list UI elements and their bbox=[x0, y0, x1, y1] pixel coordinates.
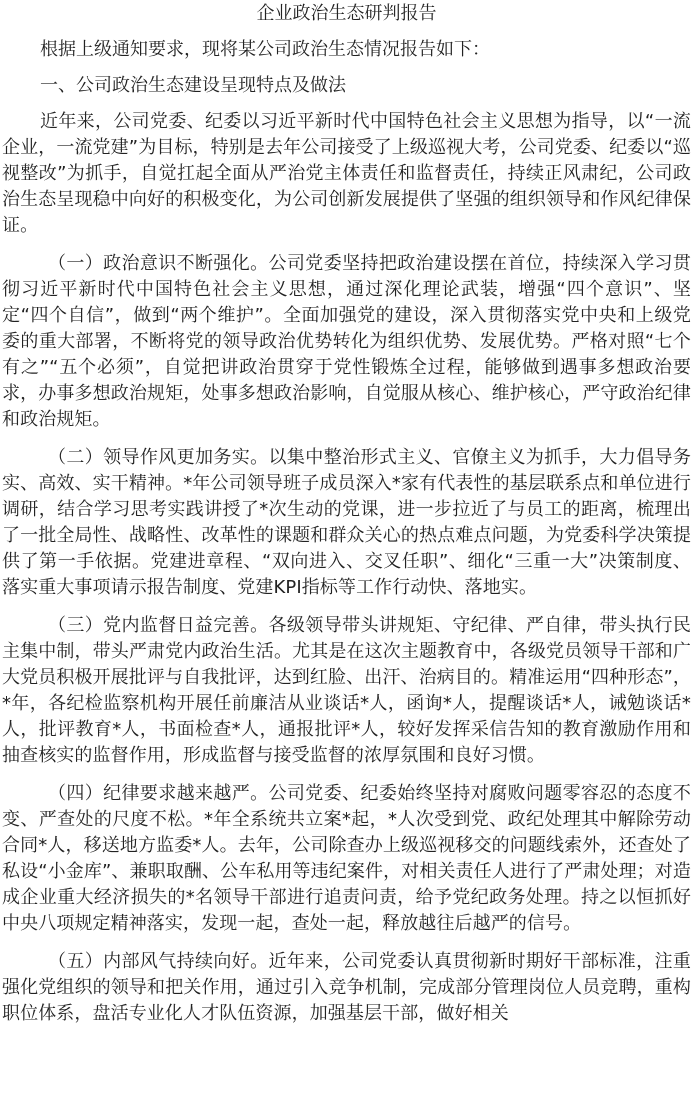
paragraph-internal-atmosphere: （五）内部风气持续向好。近年来，公司党委认真贯彻新时期好干部标准，注重强化党组织的领导和把关作用，通过引入竞争机制，完成部分管理岗位人员竞聘，重构职位体系，盘活专业化人才队伍资源，加强基层干部，做好相关 bbox=[2, 951, 691, 1024]
intro-paragraph: 根据上级通知要求，现将某公司政治生态情况报告如下： bbox=[40, 39, 490, 60]
paragraph-discipline: （四）纪律要求越来越严。公司党委、纪委始终坚持对腐败问题零容忍的态度不变、严查处的尺度不松。*年全系统共立案*起，*人次受到党、政纪处理其中解除劳动合同*人，移送地方监委*人。去年，公司除查办上级巡视移交的问题线索外，还查处了私设“小金库”、兼职取酬、公车私用等违纪案件，对相关责任人进行了严肃处理；对造成企业重大经济损失的*名领导干部进行追责问责，给予党纪政务处理。持之以恒抓好中央八项规定精神落实，发现一起，查处一起，释放越往后越严的信号。 bbox=[2, 783, 691, 934]
paragraph-political-awareness: （一）政治意识不断强化。公司党委坚持把政治建设摆在首位，持续深入学习贯彻习近平新时代中国特色社会主义思想，通过深化理论武装，增强“四个意识”、坚定“四个自信”，做到“两个维护”。全面加强党的建设，深入贯彻落实党中央和上级党委的重大部署，不断将党的领导政治优势转化为组织优势、发展优势。严格对照“七个有之”“五个必须”，自觉把讲政治贯穿于党性锻炼全过程，能够做到遇事多想政治要求，办事多想政治规矩，处事多想政治影响，自觉服从核心、维护核心，严守政治纪律和政治规矩。 bbox=[2, 253, 691, 430]
document-title: 企业政治生态研判报告 bbox=[256, 3, 437, 24]
paragraph-internal-supervision: （三）党内监督日益完善。各级领导带头讲规矩、守纪律、严自律，带头执行民主集中制，带头严肃党内政治生活。尤其是在这次主题教育中，各级党员领导干部和广大党员积极开展批评与自我批评，达到红脸、出汗、治病目的。精准运用“四种形态”，*年，各纪检监察机构开展任前廉洁从业谈话*人，函询*人，提醒谈话*人，诫勉谈话*人，批评教育*人，书面检查*人，通报批评*人，较好发挥采信告知的教育激励作用和抽查核实的监督作用，形成监督与接受监督的浓厚氛围和良好习惯。 bbox=[2, 615, 691, 766]
paragraph-leadership-style: （二）领导作风更加务实。以集中整治形式主义、官僚主义为抓手，大力倡导务实、高效、实干精神。*年公司领导班子成员深入*家有代表性的基层联系点和单位进行调研，结合学习思考实践讲授了*次生动的党课，进一步拉近了与员工的距离，梳理出了一批全局性、战略性、改革性的课题和群众关心的热点难点问题，为党委科学决策提供了第一手依据。党建进章程、“双向进入、交叉任职”、细化“三重一大”决策制度、落实重大事项请示报告制度、党建KPI指标等工作行动快、落地实。 bbox=[2, 447, 691, 598]
section-heading-1: 一、公司政治生态建设呈现特点及做法 bbox=[40, 75, 346, 96]
paragraph-overview: 近年来，公司党委、纪委以习近平新时代中国特色社会主义思想为指导，以“一流企业，一流党建”为目标，特别是去年公司接受了上级巡视大考，公司党委、纪委以“巡视整改”为抓手，自觉扛起全面从严治党主体责任和监督责任，持续正风肃纪，公司政治生态呈现稳中向好的积极变化，为公司创新发展提供了坚强的组织领导和作风纪律保证。 bbox=[2, 111, 691, 236]
